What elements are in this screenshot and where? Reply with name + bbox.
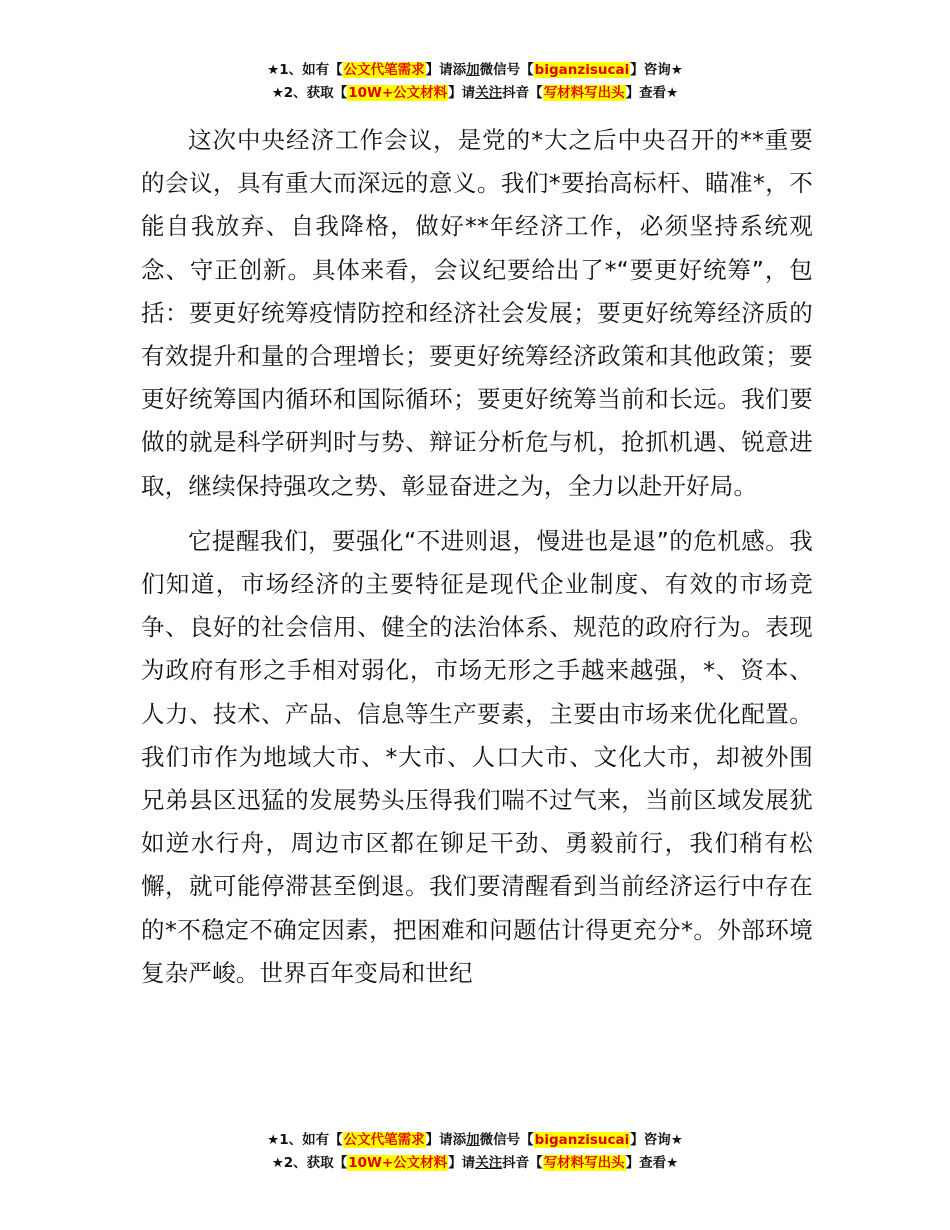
banner-line-2 [0, 1152, 950, 1175]
banner-emphasis: 关注 [475, 85, 503, 101]
banner-text: 】请添 [425, 62, 467, 78]
banner-line-2 [0, 82, 950, 105]
header-banner [0, 59, 950, 105]
banner-text: ★2、获取【 [271, 1155, 348, 1171]
banner-text: 】咨询★ [630, 1132, 683, 1148]
highlight-materials: 10W+公文材料 [348, 85, 448, 101]
banner-text: 微信号【 [479, 1132, 534, 1148]
banner-emphasis: 关注 [475, 1155, 503, 1171]
banner-text: ★1、如有【 [267, 1132, 343, 1148]
banner-line-1 [0, 1129, 950, 1152]
document-body [141, 119, 813, 995]
banner-text: 】请 [448, 85, 476, 101]
banner-emphasis: 加 [466, 62, 480, 78]
banner-text: 】查看★ [625, 85, 679, 101]
footer-banner [0, 1129, 950, 1175]
highlight-wechat-id: biganzisucai [534, 1132, 630, 1148]
highlight-douyin: 写材料写出头 [543, 1155, 625, 1171]
banner-text: 微信号【 [479, 62, 534, 78]
banner-emphasis: 加 [466, 1132, 480, 1148]
banner-text: ★2、获取【 [271, 85, 348, 101]
paragraph-2: 它提醒我们，要强化“不进则退，慢进也是退”的危机感。我们知道，市场经济的主要特征是现代企业制度、有效的市场竞争、良好的社会信用、健全的法治体系、规范的政府行为。表现为政府有形之手相对弱化，市场无形之手越来越强，*、资本、人力、技术、产品、信息等生产要素，主要由市场来优化配置。我们市作为地域大市、*大市、人口大市、文化大市，却被外围兄弟县区迅猛的发展势头压得我们喘不过气来，当前区域发展犹如逆水行舟，周边市区都在铆足干劲、勇毅前行，我们稍有松懈，就可能停滞甚至倒退。我们要清醒看到当前经济运行中存在的*不稳定不确定因素，把困难和问题估计得更充分*。外部环境复杂严峻。世界百年变局和世纪 [141, 526, 813, 987]
banner-text: ★1、如有【 [267, 62, 343, 78]
banner-text: 】咨询★ [630, 62, 683, 78]
highlight-wechat-id: biganzisucai [534, 62, 630, 78]
highlight-service: 公文代笔需求 [343, 1132, 425, 1148]
banner-text: 】请添 [425, 1132, 467, 1148]
banner-text: 抖音【 [502, 85, 543, 101]
banner-text: 抖音【 [502, 1155, 543, 1171]
paragraph-1: 这次中央经济工作会议，是党的*大之后中央召开的**重要的会议，具有重大而深远的意义。我们*要抬高标杆、瞄准*，不能自我放弃、自我降格，做好**年经济工作，必须坚持系统观念、守正创新。具体来看，会议纪要给出了*“要更好统筹”，包括：要更好统筹疫情防控和经济社会发展；要更好统筹经济质的有效提升和量的合理增长；要更好统筹经济政策和其他政策；要更好统筹国内循环和国际循环；要更好统筹当前和长远。我们要做的就是科学研判时与势、辩证分析危与机，抢抓机遇、锐意进取，继续保持强攻之势、彰显奋进之为，全力以赴开好局。 [141, 126, 813, 500]
highlight-service: 公文代笔需求 [343, 62, 425, 78]
banner-text: 】请 [448, 1155, 476, 1171]
highlight-materials: 10W+公文材料 [348, 1155, 448, 1171]
highlight-douyin: 写材料写出头 [543, 85, 625, 101]
banner-text: 】查看★ [625, 1155, 679, 1171]
banner-line-1 [0, 59, 950, 82]
